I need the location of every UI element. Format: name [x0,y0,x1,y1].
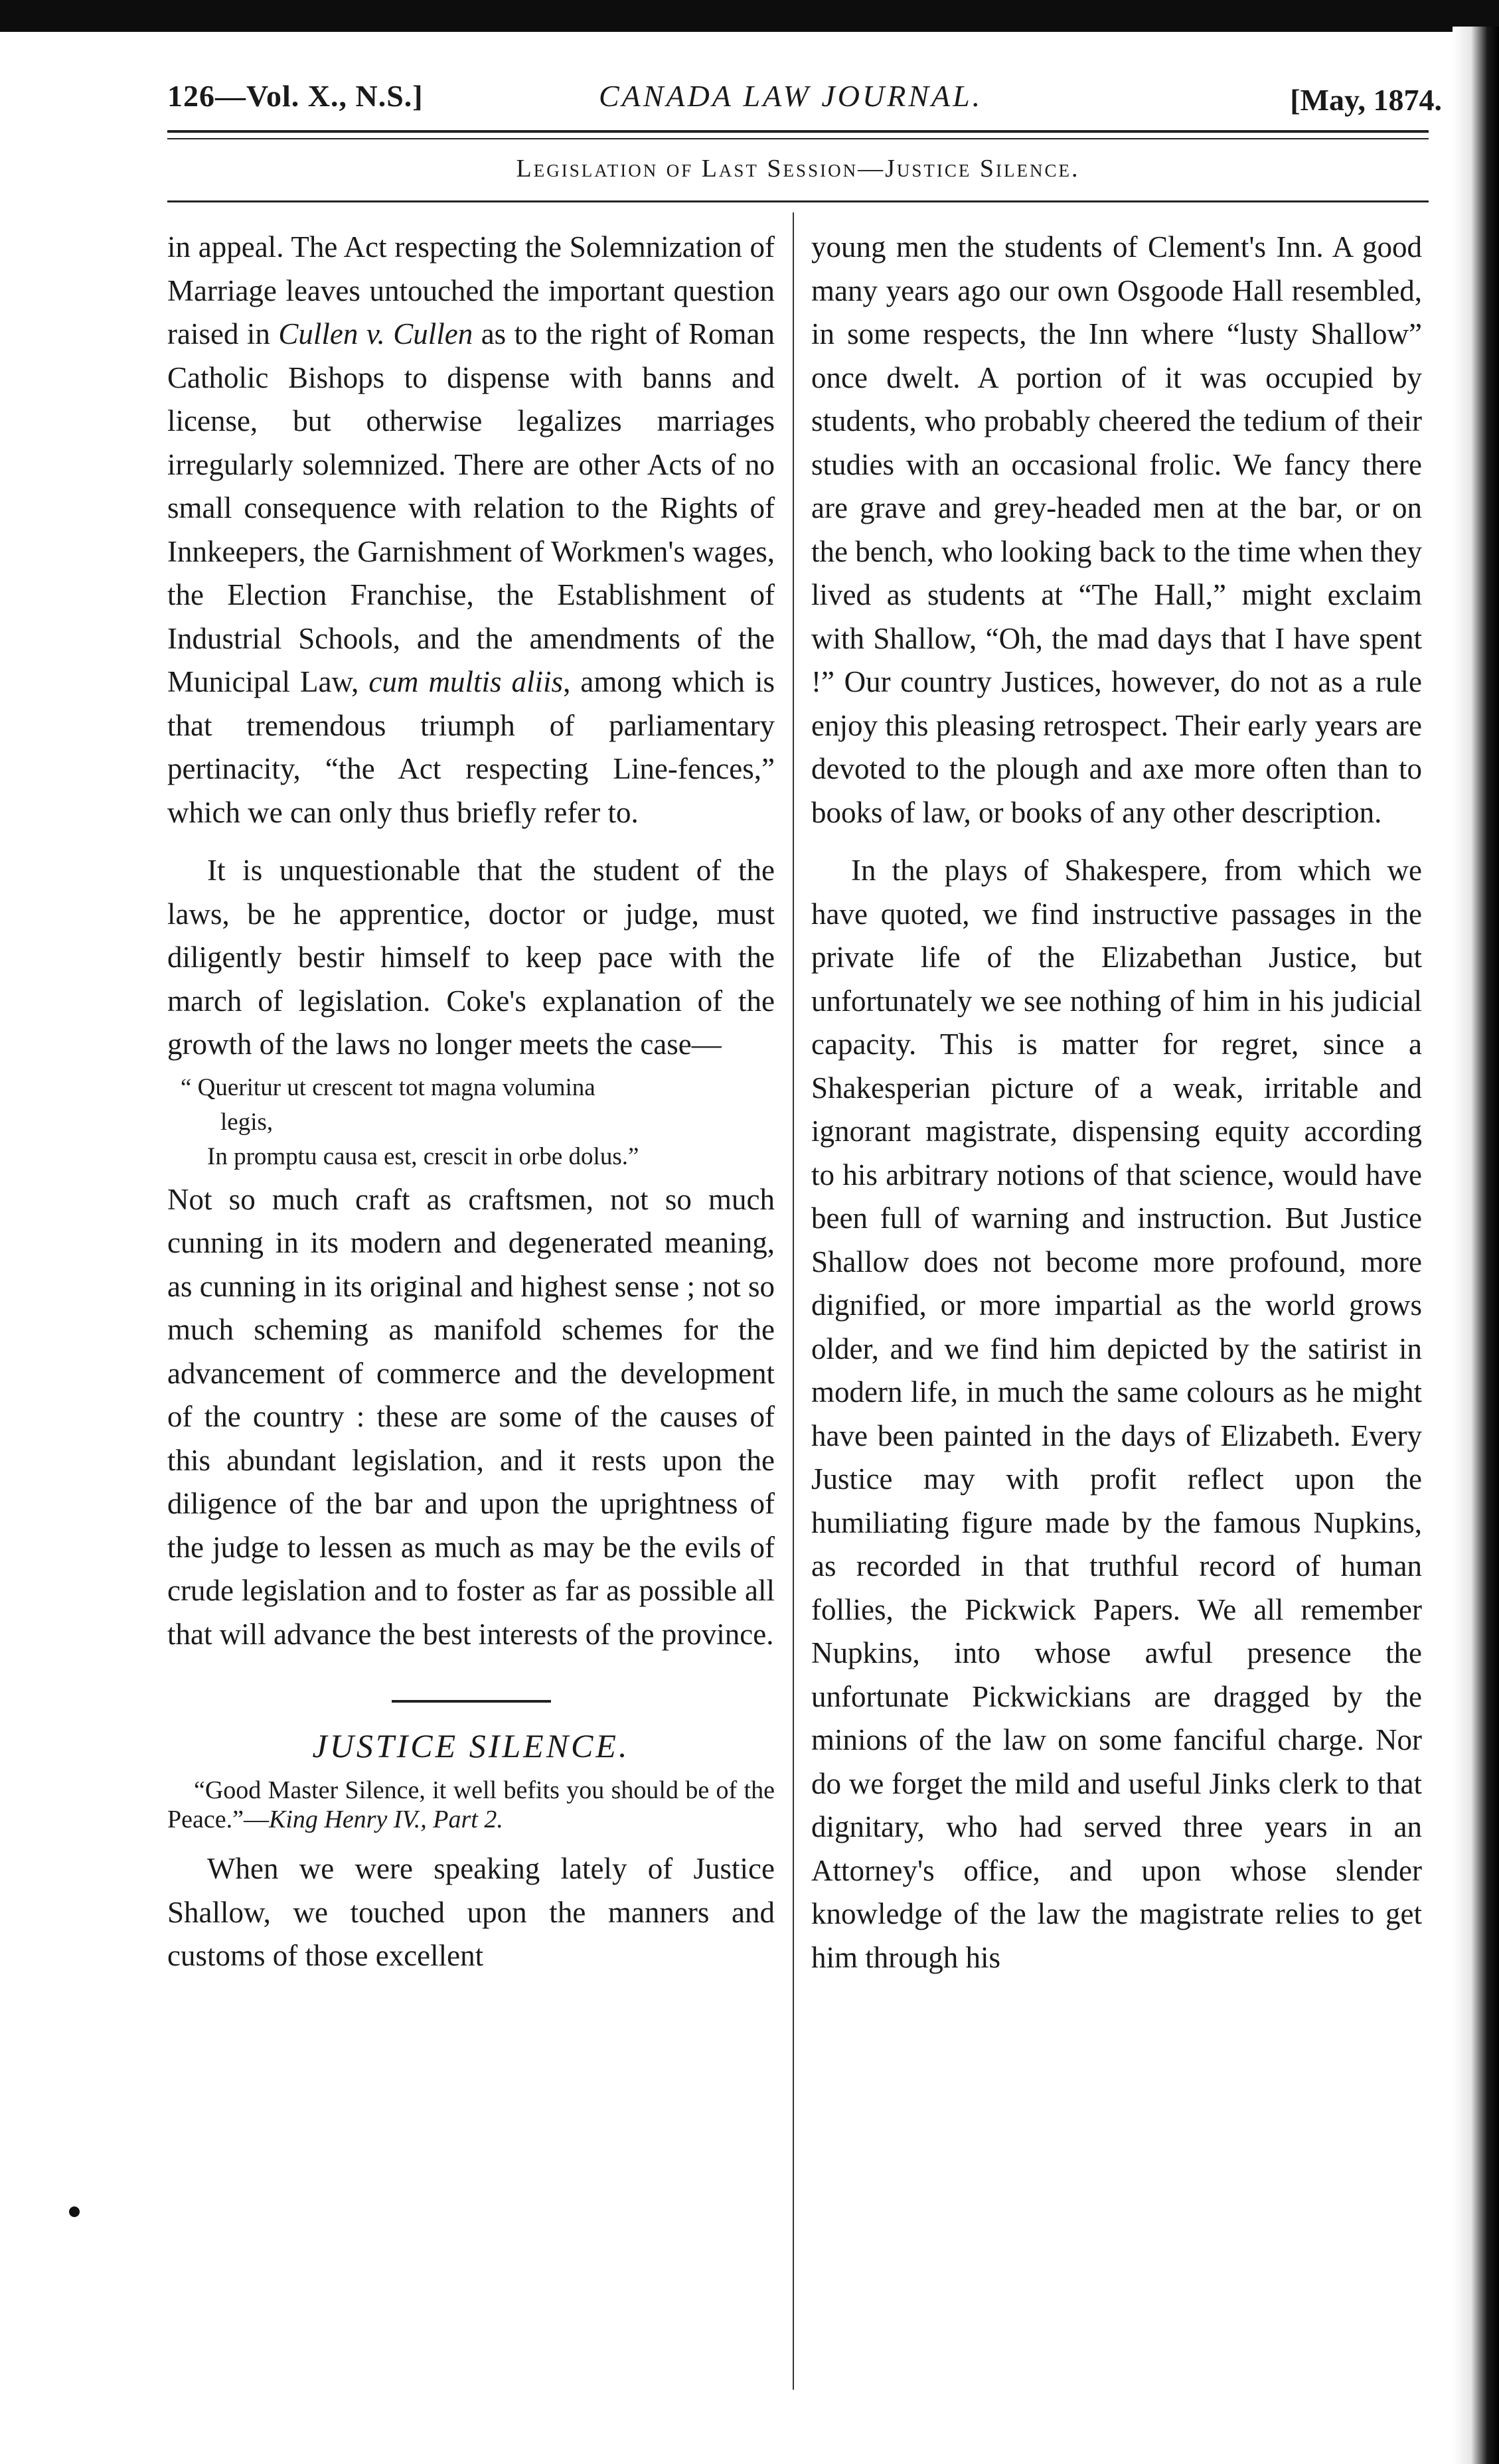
quote-line: legis, [220,1108,274,1136]
running-title-rule [167,200,1429,202]
paragraph-shakespere: In the plays of Shakespere, from which we have quoted, we find instructive passages in the private life of the Elizabethan Justice, but unfortunately we see nothing of him in his judicial capacity. This is matter for regret, since a Shakesperian picture of a weak, irritable and ignorant magistrate, dispensing equity according to his arbitrary notions of that science, would have been full of warning and instruction. But Justice Shallow does not become more profound, more dignified, or more impartial as the world grows older, and we find him depicted by the satirist in modern life, in much the same colours as he might have been painted in the days of Elizabeth. Every Justice may with profit reflect upon the humiliating figure made by the famous Nupkins, as recorded in that truthful record of human follies, the Pickwick Papers. We all remember Nupkins, into whose awful presence the unfortunate Pickwickians are dragged by the minions of the law on some fanciful charge. Nor do we forget the mild and useful Jinks clerk to that dignitary, who had served three years in an Attorney's office, and upon whose slender knowledge of the law the magistrate relies to get him through his [811,854,1422,1974]
running-title: Legislation of Last Session—Justice Silence. [516,155,1080,183]
paragraph-clements-inn: young men the students of Clement's Inn. A good many years ago our own Osgoode Hall resembled, in some respects, the Inn where “lusty Shallow” once dwelt. A portion of it was occupied by students, who probably cheered the tedium of their studies with an occasional frolic. We fancy there are grave and grey-headed men at the bar, or on the bench, who looking back to the time when they lived as students at “The Hall,” might exclaim with Shallow, “Oh, the mad days that I have spent !” Our country Justices, however, do not as a rule enjoy this pleasing retrospect. Their early years are devoted to the plough and axe more often than to books of law, or books of any other description. [811,230,1422,829]
paragraph-justice-shallow: When we were speaking lately of Justice Shallow, we touched upon the manners and customs of those excellent [167,1852,775,1972]
epigraph-source: King Henry IV., Part 2. [268,1806,503,1833]
paragraph-craftsmen: Not so much craft as craftsmen, not so much cunning in its modern and degenerated meaning, as cunning in its original and highest sense ; not so much scheming as manifold schemes for the advancement of commerce and the development of the country : these are some of the causes of this abundant legislation, and it rests upon the diligence of the bar and upon the uprightness of the judge to lessen as much as may be the evils of crude legislation and to foster as far as possible all that will advance the best interests of the province. [167,1182,775,1651]
section-divider [392,1700,551,1703]
quote-line: “ Queritur ut crescent tot magna volumina [181,1073,595,1101]
page-number-volume: 126—Vol. X., N.S.] [167,79,424,113]
latin-quotation [181,1071,775,1174]
paragraph-marriage-act: in appeal. The Act respecting the Solemnization of Marriage leaves untouched the important question raised in Cullen v. Cullen as to the right of Roman Catholic Bishops to dispense with banns and license, but otherwise legalizes marriages irregularly solemnized. There are other Acts of no small consequence with relation to the Rights of Innkeepers, the Garnishment of Workmen's wages, the Election Franchise, the Establishment of Industrial Schools, and the amendments of the Municipal Law, cum multis aliis, among which is that tremendous triumph of parliamentary pertinacity, “the Act respecting Line-fences,” which we can only thus briefly refer to. [167,230,775,829]
scan-right-edge [1453,27,1499,2464]
page-header [167,78,1442,131]
column-divider [793,212,794,2390]
case-name: Cullen v. Cullen [278,317,473,350]
latin-phrase: cum multis aliis [368,665,564,698]
epigraph: “Good Master Silence, it well befits you should be of the Peace.”—King Henry IV., Part 2. [167,1776,775,1833]
issue-date: [May, 1874. [1290,83,1442,117]
quote-line: In promptu causa est, crescit in orbe dolus.” [207,1142,639,1170]
journal-title: CANADA LAW JOURNAL. [599,79,983,113]
header-rule-thin [167,138,1429,139]
paragraph-student-of-laws: It is unquestionable that the student of the laws, be he apprentice, doctor or judge, must diligently bestir himself to keep pace with the march of legislation. Coke's explanation of the growth of the laws no longer meets the case— [167,854,775,1061]
right-column [811,226,1422,1979]
header-rule-thick [167,130,1429,133]
scan-top-border [0,0,1499,32]
left-column [167,226,775,1978]
margin-mark [69,2206,80,2217]
section-title: JUSTICE SILENCE. [312,1727,630,1764]
